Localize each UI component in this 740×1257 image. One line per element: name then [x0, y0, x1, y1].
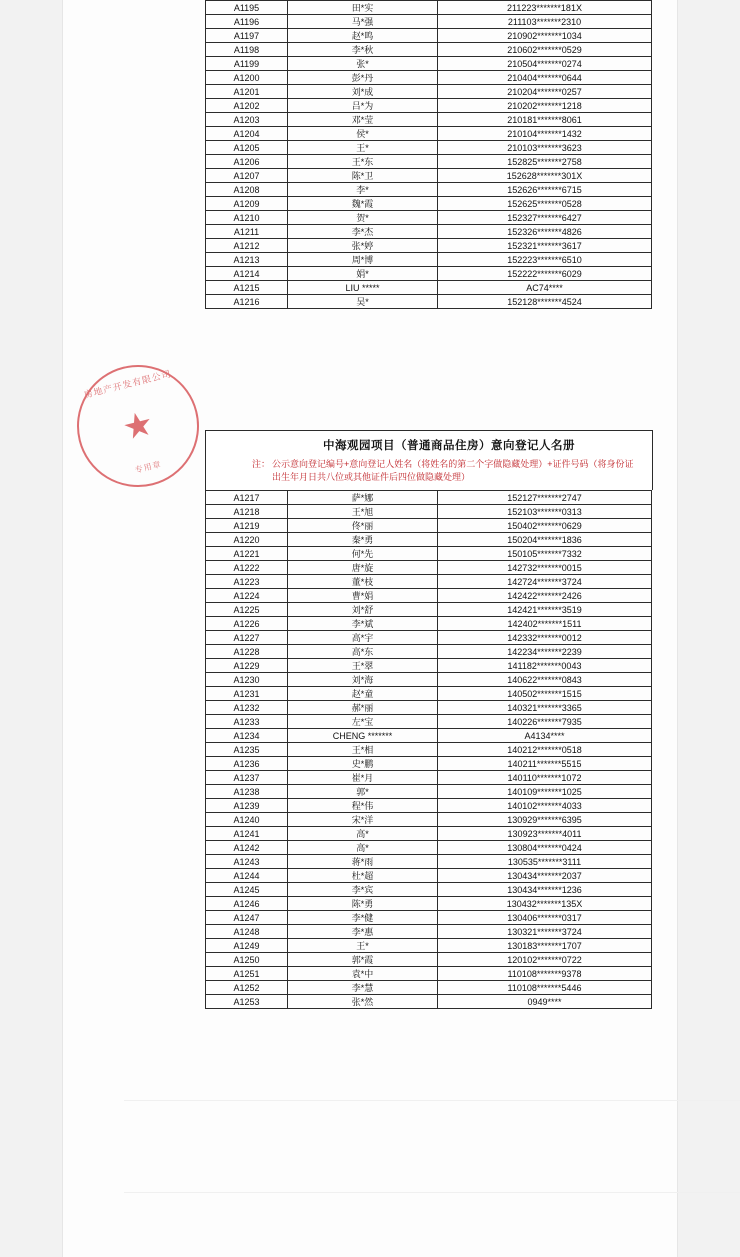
cell-id: A1244 [206, 869, 288, 883]
cell-cert: 152825*******2758 [438, 155, 652, 169]
table-row [206, 827, 652, 841]
cell-id: A1253 [206, 995, 288, 1009]
cell-id: A1201 [206, 85, 288, 99]
cell-cert: 150204*******1836 [438, 533, 652, 547]
cell-id: A1237 [206, 771, 288, 785]
table-row [206, 673, 652, 687]
cell-id: A1239 [206, 799, 288, 813]
cell-cert: 130432*******135X [438, 897, 652, 911]
table-row [206, 799, 652, 813]
cell-cert: 142234*******2239 [438, 645, 652, 659]
cell-name: 陈*卫 [288, 169, 438, 183]
cell-id: A1212 [206, 239, 288, 253]
table-row [206, 29, 652, 43]
cell-name: 崔*月 [288, 771, 438, 785]
cell-cert: 211103*******2310 [438, 15, 652, 29]
cell-cert: 142724*******3724 [438, 575, 652, 589]
cell-id: A1232 [206, 701, 288, 715]
cell-cert: 210181*******8061 [438, 113, 652, 127]
cell-id: A1210 [206, 211, 288, 225]
cell-cert: 152327*******6427 [438, 211, 652, 225]
cell-id: A1241 [206, 827, 288, 841]
cell-name: 郭*霞 [288, 953, 438, 967]
cell-id: A1229 [206, 659, 288, 673]
cell-name: 高* [288, 827, 438, 841]
table-row [206, 897, 652, 911]
cell-cert: 210202*******1218 [438, 99, 652, 113]
cell-name: 程*伟 [288, 799, 438, 813]
table-row [206, 85, 652, 99]
cell-name: 宋*洋 [288, 813, 438, 827]
company-seal-stamp [64, 352, 212, 500]
seal-bottom-text: 专用章 [134, 459, 163, 475]
table-row [206, 701, 652, 715]
document-header-card [205, 430, 653, 490]
table-row [206, 57, 652, 71]
table-row [206, 841, 652, 855]
cell-id: A1228 [206, 645, 288, 659]
cell-id: A1236 [206, 757, 288, 771]
cell-cert: 210504*******0274 [438, 57, 652, 71]
cell-cert: 152321*******3617 [438, 239, 652, 253]
cell-id: A1220 [206, 533, 288, 547]
cell-name: 李*宾 [288, 883, 438, 897]
cell-id: A1224 [206, 589, 288, 603]
cell-id: A1250 [206, 953, 288, 967]
cell-name: 郭* [288, 785, 438, 799]
table-row [206, 589, 652, 603]
table-row [206, 771, 652, 785]
cell-name: 张* [288, 57, 438, 71]
cell-id: A1248 [206, 925, 288, 939]
cell-id: A1249 [206, 939, 288, 953]
page-fold-line-1 [124, 1100, 740, 1101]
table-row [206, 211, 652, 225]
table-row [206, 533, 652, 547]
cell-cert: 130406*******0317 [438, 911, 652, 925]
cell-name: 田*实 [288, 1, 438, 15]
cell-cert: 150105*******7332 [438, 547, 652, 561]
cell-id: A1202 [206, 99, 288, 113]
table-row [206, 995, 652, 1009]
cell-name: 李*斌 [288, 617, 438, 631]
page-left-margin [0, 0, 63, 1257]
table-row [206, 911, 652, 925]
cell-name: 刘*成 [288, 85, 438, 99]
table-row [206, 757, 652, 771]
cell-name: 萨*娜 [288, 491, 438, 505]
cell-id: A1252 [206, 981, 288, 995]
cell-name: 李*杰 [288, 225, 438, 239]
cell-cert: 152127*******2747 [438, 491, 652, 505]
cell-cert: 210103*******3623 [438, 141, 652, 155]
cell-name: 李* [288, 183, 438, 197]
cell-name: 王*旭 [288, 505, 438, 519]
cell-name: 李*惠 [288, 925, 438, 939]
table-row [206, 71, 652, 85]
cell-name: 魏*霞 [288, 197, 438, 211]
cell-id: A1246 [206, 897, 288, 911]
cell-id: A1217 [206, 491, 288, 505]
page-right-margin [677, 0, 740, 1257]
table-row [206, 113, 652, 127]
cell-cert: 110108*******5446 [438, 981, 652, 995]
table-row [206, 281, 652, 295]
cell-cert: 210104*******1432 [438, 127, 652, 141]
cell-name: 赵*鸣 [288, 29, 438, 43]
cell-id: A1231 [206, 687, 288, 701]
note-text: 公示意向登记编号+意向登记人姓名（将姓名的第二个字做隐藏处理）+证件号码（将身份证出生年月日共八位或其他证件后四位做隐藏处理） [272, 459, 634, 482]
table-row [206, 785, 652, 799]
cell-id: A1204 [206, 127, 288, 141]
table-row [206, 575, 652, 589]
table-row [206, 197, 652, 211]
cell-id: A1206 [206, 155, 288, 169]
cell-name: 史*鹏 [288, 757, 438, 771]
document-title: 中海观园项目（普通商品住房）意向登记人名册 [323, 440, 575, 452]
table-row [206, 15, 652, 29]
cell-name: 王* [288, 939, 438, 953]
table-row [206, 519, 652, 533]
cell-name: 刘*海 [288, 673, 438, 687]
table-row [206, 547, 652, 561]
cell-cert: 0949**** [438, 995, 652, 1009]
table-row [206, 855, 652, 869]
cell-name: 张*然 [288, 995, 438, 1009]
cell-id: A1221 [206, 547, 288, 561]
table-row [206, 743, 652, 757]
cell-id: A1219 [206, 519, 288, 533]
cell-id: A1195 [206, 1, 288, 15]
cell-cert: 210204*******0257 [438, 85, 652, 99]
cell-id: A1207 [206, 169, 288, 183]
cell-cert: 140109*******1025 [438, 785, 652, 799]
table-row [206, 295, 652, 309]
cell-id: A1245 [206, 883, 288, 897]
table-row [206, 1, 652, 15]
table-row [206, 169, 652, 183]
cell-name: 刘*舒 [288, 603, 438, 617]
table-row [206, 869, 652, 883]
cell-id: A1215 [206, 281, 288, 295]
cell-cert: 152103*******0313 [438, 505, 652, 519]
cell-name: 邓*莹 [288, 113, 438, 127]
note-label: 注： [252, 459, 271, 469]
registration-table-top-block [205, 0, 653, 309]
cell-id: A1222 [206, 561, 288, 575]
cell-cert: 140212*******0518 [438, 743, 652, 757]
cell-id: A1218 [206, 505, 288, 519]
cell-cert: 142732*******0015 [438, 561, 652, 575]
registration-table-bottom-block [205, 430, 653, 1009]
cell-cert: 142421*******3519 [438, 603, 652, 617]
cell-cert: 130535*******3111 [438, 855, 652, 869]
registration-table-bottom [205, 490, 652, 1009]
cell-name: 蒋*雨 [288, 855, 438, 869]
cell-cert: 152625*******0528 [438, 197, 652, 211]
table-row [206, 813, 652, 827]
cell-id: A1203 [206, 113, 288, 127]
cell-name: 秦*勇 [288, 533, 438, 547]
cell-name: CHENG ******* [288, 729, 438, 743]
cell-id: A1199 [206, 57, 288, 71]
cell-name: 李*秋 [288, 43, 438, 57]
cell-id: A1240 [206, 813, 288, 827]
table-row [206, 267, 652, 281]
cell-id: A1247 [206, 911, 288, 925]
cell-cert: 130923*******4011 [438, 827, 652, 841]
table-row [206, 155, 652, 169]
cell-cert: 120102*******0722 [438, 953, 652, 967]
star-icon: ★ [118, 403, 158, 449]
table-row [206, 925, 652, 939]
cell-name: 董*枝 [288, 575, 438, 589]
table-row [206, 939, 652, 953]
cell-name: 左*宝 [288, 715, 438, 729]
cell-cert: 140211*******5515 [438, 757, 652, 771]
table-row [206, 631, 652, 645]
cell-name: 周*博 [288, 253, 438, 267]
cell-name: 王*东 [288, 155, 438, 169]
cell-cert: 152326*******4826 [438, 225, 652, 239]
cell-id: A1230 [206, 673, 288, 687]
cell-cert: 130434*******1236 [438, 883, 652, 897]
cell-name: 杜*超 [288, 869, 438, 883]
cell-name: 吴* [288, 295, 438, 309]
table-row [206, 239, 652, 253]
cell-id: A1235 [206, 743, 288, 757]
cell-cert: 152626*******6715 [438, 183, 652, 197]
cell-id: A1243 [206, 855, 288, 869]
cell-cert: 140226*******7935 [438, 715, 652, 729]
cell-cert: 142422*******2426 [438, 589, 652, 603]
cell-name: 郝*丽 [288, 701, 438, 715]
cell-cert: 140110*******1072 [438, 771, 652, 785]
cell-id: A1223 [206, 575, 288, 589]
table-row [206, 981, 652, 995]
table-row [206, 967, 652, 981]
cell-cert: 142332*******0012 [438, 631, 652, 645]
cell-name: 王*相 [288, 743, 438, 757]
cell-cert: 210404*******0644 [438, 71, 652, 85]
cell-cert: 150402*******0629 [438, 519, 652, 533]
cell-id: A1227 [206, 631, 288, 645]
cell-name: 曹*娟 [288, 589, 438, 603]
cell-cert: 152628*******301X [438, 169, 652, 183]
seal-top-text: 房地产开发有限公司 [82, 368, 173, 401]
cell-id: A1197 [206, 29, 288, 43]
cell-cert: AC74**** [438, 281, 652, 295]
cell-cert: 141182*******0043 [438, 659, 652, 673]
cell-name: 马*强 [288, 15, 438, 29]
table-row [206, 99, 652, 113]
cell-id: A1225 [206, 603, 288, 617]
table-row [206, 505, 652, 519]
cell-cert: 142402*******1511 [438, 617, 652, 631]
cell-id: A1238 [206, 785, 288, 799]
cell-id: A1251 [206, 967, 288, 981]
cell-cert: 130804*******0424 [438, 841, 652, 855]
table-row [206, 603, 652, 617]
cell-name: 李*慧 [288, 981, 438, 995]
cell-cert: 210602*******0529 [438, 43, 652, 57]
cell-name: 彭*丹 [288, 71, 438, 85]
cell-id: A1208 [206, 183, 288, 197]
registration-table-top [205, 0, 652, 309]
cell-id: A1234 [206, 729, 288, 743]
table-row [206, 645, 652, 659]
table-row [206, 883, 652, 897]
cell-id: A1214 [206, 267, 288, 281]
cell-cert: 140622*******0843 [438, 673, 652, 687]
cell-cert: 140502*******1515 [438, 687, 652, 701]
cell-id: A1242 [206, 841, 288, 855]
table-row [206, 43, 652, 57]
cell-id: A1198 [206, 43, 288, 57]
cell-id: A1213 [206, 253, 288, 267]
cell-cert: 211223*******181X [438, 1, 652, 15]
cell-cert: 152223*******6510 [438, 253, 652, 267]
cell-cert: 152128*******4524 [438, 295, 652, 309]
cell-name: 高* [288, 841, 438, 855]
cell-name: 高*东 [288, 645, 438, 659]
cell-id: A1226 [206, 617, 288, 631]
document-note [216, 458, 642, 484]
cell-name: 贺* [288, 211, 438, 225]
cell-cert: 152222*******6029 [438, 267, 652, 281]
cell-name: 王* [288, 141, 438, 155]
table-row [206, 729, 652, 743]
table-row [206, 715, 652, 729]
cell-cert: 140102*******4033 [438, 799, 652, 813]
cell-name: 娟* [288, 267, 438, 281]
table-row [206, 617, 652, 631]
table-row [206, 561, 652, 575]
cell-name: 陈*勇 [288, 897, 438, 911]
table-row [206, 127, 652, 141]
cell-cert: 130434*******2037 [438, 869, 652, 883]
cell-name: 佟*丽 [288, 519, 438, 533]
table-row [206, 953, 652, 967]
cell-name: 何*先 [288, 547, 438, 561]
cell-name: 张*婷 [288, 239, 438, 253]
cell-id: A1233 [206, 715, 288, 729]
page-fold-line-2 [124, 1192, 740, 1193]
cell-cert: 110108*******9378 [438, 967, 652, 981]
cell-name: 侯* [288, 127, 438, 141]
cell-name: 王*翠 [288, 659, 438, 673]
cell-name: 李*健 [288, 911, 438, 925]
cell-id: A1205 [206, 141, 288, 155]
cell-cert: 210902*******1034 [438, 29, 652, 43]
cell-name: 唐*旋 [288, 561, 438, 575]
cell-cert: A4134**** [438, 729, 652, 743]
table-row [206, 183, 652, 197]
cell-name: 袁*中 [288, 967, 438, 981]
cell-id: A1200 [206, 71, 288, 85]
table-row [206, 253, 652, 267]
cell-cert: 130929*******6395 [438, 813, 652, 827]
cell-cert: 140321*******3365 [438, 701, 652, 715]
cell-name: 赵*童 [288, 687, 438, 701]
cell-id: A1216 [206, 295, 288, 309]
table-row [206, 687, 652, 701]
cell-cert: 130321*******3724 [438, 925, 652, 939]
cell-id: A1211 [206, 225, 288, 239]
table-row [206, 659, 652, 673]
table-row [206, 225, 652, 239]
cell-name: 吕*为 [288, 99, 438, 113]
table-row [206, 141, 652, 155]
cell-name: 高*宇 [288, 631, 438, 645]
cell-cert: 130183*******1707 [438, 939, 652, 953]
table-row [206, 491, 652, 505]
cell-name: LIU ***** [288, 281, 438, 295]
cell-id: A1196 [206, 15, 288, 29]
cell-id: A1209 [206, 197, 288, 211]
